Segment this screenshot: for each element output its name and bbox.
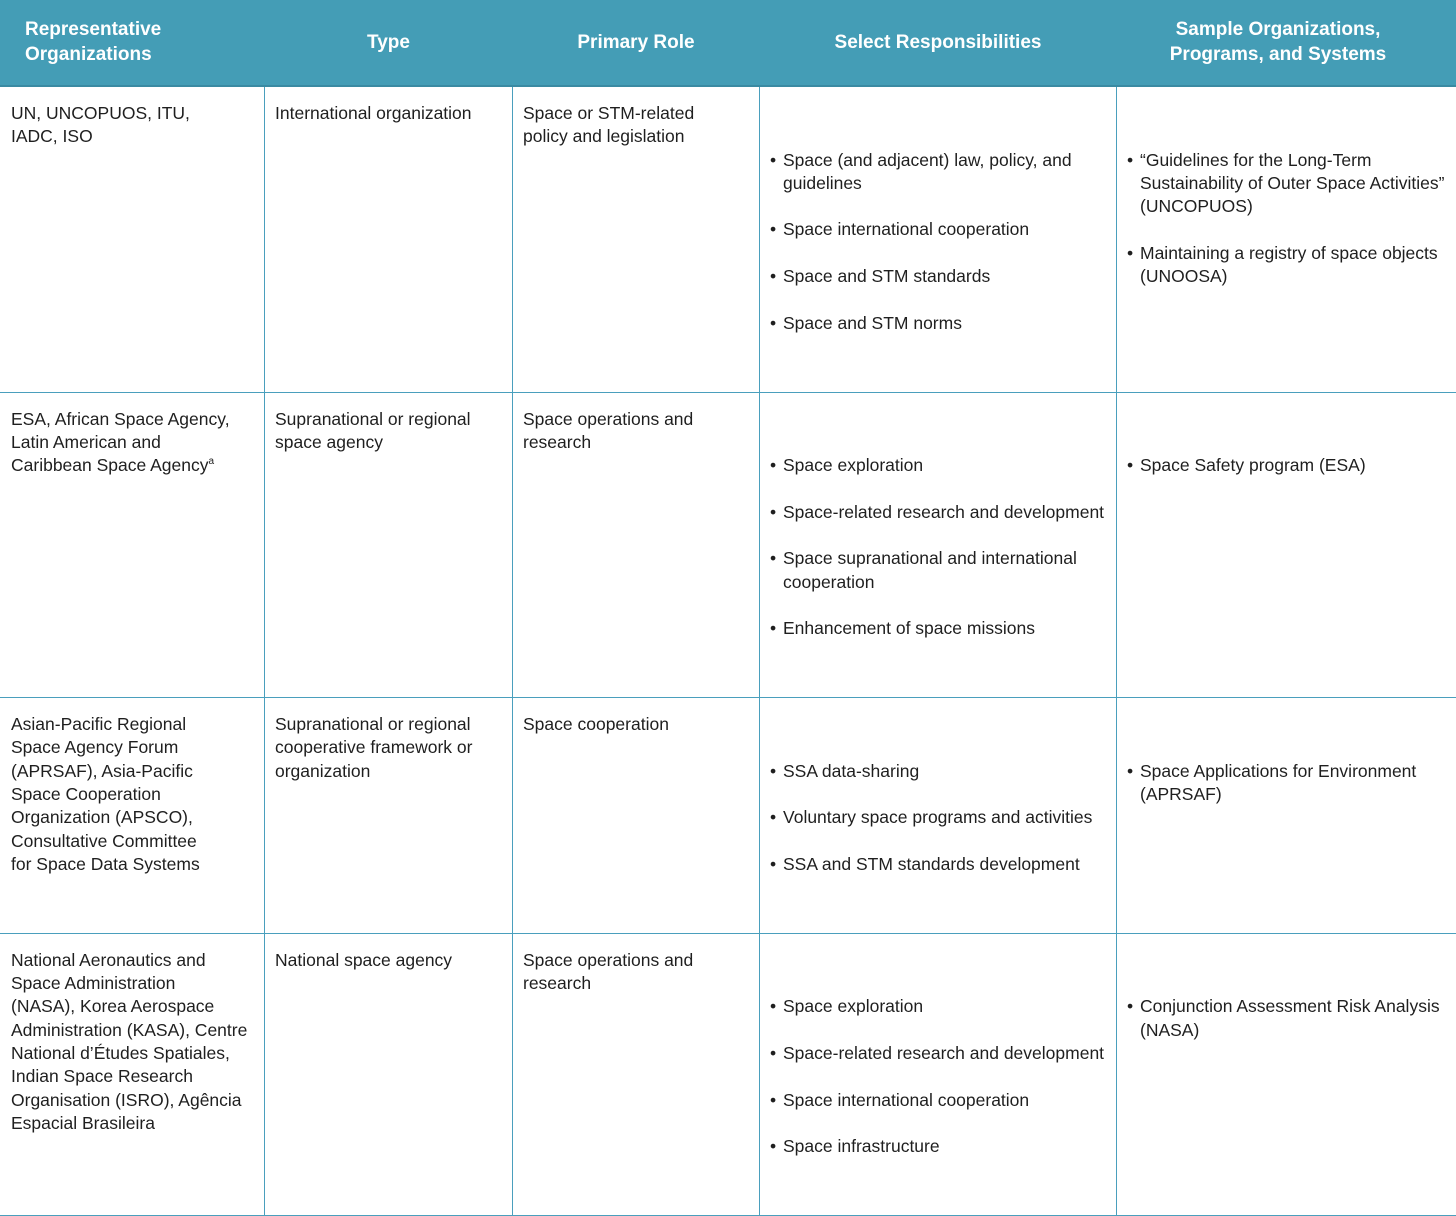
cell-type: International organization [265,86,513,392]
samples-list [1127,736,1456,829]
list-item: • Space international cooperation [770,218,1106,241]
table-body [0,86,1456,1216]
list-item: • Voluntary space programs and activities [770,806,1106,829]
list-item: • Enhancement of space missions [770,617,1106,640]
list-item: • Space-related research and development [770,1042,1106,1065]
list-item: • Space infrastructure [770,1135,1106,1158]
list-item: • Space exploration [770,995,1106,1018]
cell-type: National space agency [265,933,513,1215]
header-row [0,0,1456,86]
cell-primary-role: Space cooperation [513,698,760,934]
list-item: • Maintaining a registry of space objects (UNOOSA) [1127,242,1456,289]
cell-type: Supranational or regional cooperative framework or organization [265,698,513,934]
cell-type: Supranational or regional space agency [265,392,513,698]
cell-organizations: Asian-Pacific Regional Space Agency Forum (APRSAF), Asia-Pacific Space Cooperation Organization (APSCO), Consultative Committee for Space Data Systems [0,698,265,934]
samples-list [1127,125,1456,311]
table-header [0,0,1456,86]
header-primary-role: Primary Role [513,0,760,86]
responsibilities-list [770,125,1106,358]
cell-samples [1117,698,1456,934]
list-item: • SSA and STM standards development [770,853,1106,876]
list-item: • Space and STM standards [770,265,1106,288]
cell-organizations: UN, UNCOPUOS, ITU, IADC, ISO [0,86,265,392]
cell-primary-role: Space operations and research [513,392,760,698]
cell-organizations: National Aeronautics and Space Administration (NASA), Korea Aerospace Administration (KASA), Centre National d’Études Spatiales, Indian Space Research Organisation (ISRO), Agência Espacial Brasileira [0,933,265,1215]
cell-responsibilities [760,392,1117,698]
table-row [0,392,1456,698]
list-item: • Conjunction Assessment Risk Analysis (NASA) [1127,995,1456,1042]
table-row [0,933,1456,1215]
header-representative-organizations: Representative Organizations [0,0,265,86]
cell-primary-role: Space operations and research [513,933,760,1215]
cell-samples [1117,933,1456,1215]
table-row [0,86,1456,392]
list-item: • “Guidelines for the Long-Term Sustainability of Outer Space Activities” (UNCOPUOS) [1127,149,1456,219]
list-item: • Space supranational and international cooperation [770,547,1106,594]
samples-list [1127,972,1456,1065]
list-item: • Space exploration [770,454,1106,477]
responsibilities-list [770,736,1106,899]
list-item: • Space (and adjacent) law, policy, and guidelines [770,149,1106,196]
organizations-text: ESA, African Space Agency, Latin American and Caribbean Space Agency [11,409,230,476]
responsibilities-list [770,431,1106,664]
header-sample-organizations: Sample Organizations, Programs, and Systems [1117,0,1456,86]
samples-list [1127,431,1456,501]
cell-samples [1117,86,1456,392]
list-item: • Space and STM norms [770,312,1106,335]
cell-responsibilities [760,86,1117,392]
header-type: Type [265,0,513,86]
table-row [0,698,1456,934]
list-item: • Space international cooperation [770,1089,1106,1112]
list-item: • Space Applications for Environment (APRSAF) [1127,760,1456,807]
cell-samples [1117,392,1456,698]
list-item: • Space Safety program (ESA) [1127,454,1456,477]
cell-primary-role: Space or STM-related policy and legislation [513,86,760,392]
list-item: • SSA data-sharing [770,760,1106,783]
cell-organizations [0,392,265,698]
cell-responsibilities [760,698,1117,934]
responsibilities-list [770,972,1106,1182]
cell-responsibilities [760,933,1117,1215]
header-select-responsibilities: Select Responsibilities [760,0,1117,86]
list-item: • Space-related research and development [770,501,1106,524]
footnote-marker: a [209,456,215,467]
